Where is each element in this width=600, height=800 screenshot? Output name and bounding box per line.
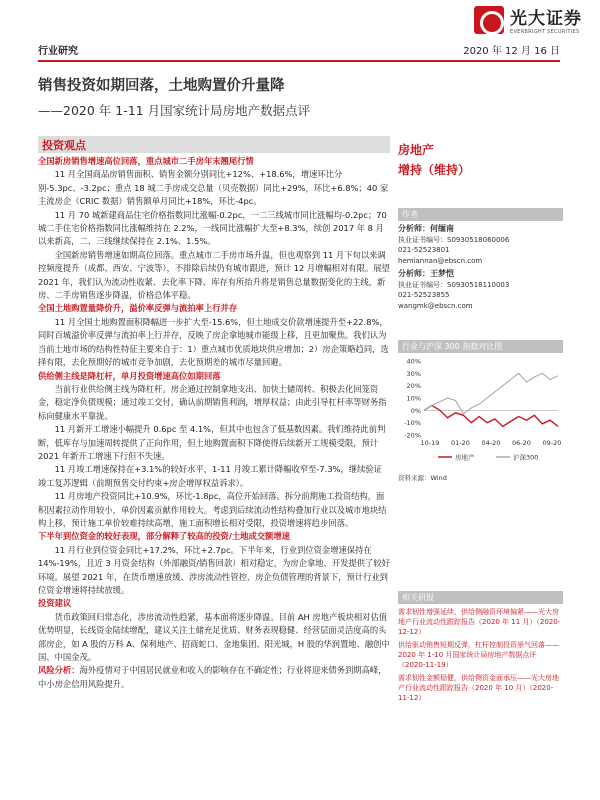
related-report-link[interactable]: 需求韧性增强延续，供给侧融资环境偏紧——光大房地产行业流动性跟踪报告（2020 年 11 月）（2020-12-12） bbox=[398, 608, 561, 636]
sidebar bbox=[398, 140, 563, 311]
section-label: 投资观点 bbox=[42, 138, 86, 152]
paragraph: 11 月 70 城新建商品住宅价格指数同比涨幅-0.2pc，一二三线城市同比涨幅均-0.2pc；70 城二手住宅价格指数同比涨幅维持在 2.2%，一线同比涨幅扩大至+8.3%，续创 2017 年 8 月以来新高，二、三线继续保持在 2.1%、1.5%。 bbox=[38, 209, 387, 247]
chart-bar: 行业与沪深 300 指数对比图 bbox=[398, 340, 563, 353]
legend-label: 沪深300 bbox=[513, 453, 539, 462]
author-bar: 作者 bbox=[398, 208, 563, 221]
paragraph: 11 月新开工增速小幅提升 0.6pc 至 4.1%，但其中也包含了低基数因素。我们维持此前判断，低库存与加速周转提供了正向作用，但土地购置面积下降使得后续新开工规模受限，预计 2021 年新开工增速下行但不失速。 bbox=[38, 424, 386, 461]
paragraph: 货币政策回归常态化，涉房流动性趋紧，基本面将逐步降温。目前 AH 房地产板块相对估值优势明显，长线资金陆续增配，建议关注土储充足优质、财务表现稳健、经营层面灵活度高的头部房企，如 A 股的万科 A、保利地产、招商蛇口、金地集团、阳光城，H 股的华润置地、融创中国、中国金茂。 bbox=[38, 611, 390, 663]
y-tick-label: 40% bbox=[406, 357, 421, 366]
x-tick-label: 10-19 bbox=[420, 439, 440, 447]
risk-paragraph bbox=[38, 664, 390, 691]
paragraph: 全国新房销售增速如期高位回落。重点城市二手房市场升温，但也观察到 11 月下旬以来调控频度提升（成都、西安、宁波等），不排除后续仍有城市跟进，预计 12 月增幅相对有限。展望 2021 年，我们认为流动性收紧、去化率下降、库存有所抬升将是销售总量数据变化的主线，新房、二手房销售逐步降温，价格总体平稳。 bbox=[38, 249, 390, 301]
paragraph: 当前行业供给侧主线为降杠杆。房企通过控制拿地支出、加快土储周转、积极去化回笼资金，稳定净负债规模；通过竣工交付，确认前期销售利润，增厚权益；由此引导杠杆率等财务指标向健康水平靠拢。 bbox=[38, 383, 387, 421]
rating: 增持（维持） bbox=[398, 163, 471, 177]
analyst-contact: hemiannan@ebscn.com bbox=[398, 256, 483, 265]
related-reports bbox=[398, 591, 563, 703]
main-body bbox=[38, 155, 390, 691]
brand-logo bbox=[474, 4, 582, 35]
section-heading: 全国新房销售增速高位回落，重点城市二手房年末翘尾行情 bbox=[38, 156, 254, 166]
paragraph: 11 月全国土地购置面积降幅进一步扩大至-15.6%，但土地成交价款增速提升至+22.8%，同时百城溢价率反弹与流拍率上行并存，反映了房企拿地城市能级上移，且更加聚焦。我们认为当前土地市场的结构性特征主要来自于：1）重点城市优质地块供应增加；2）房企策略趋同，选择有限，去化预期好的城市竞争加剧，去化预期差的城市尽量回避。 bbox=[38, 316, 389, 368]
analyst-contact: 021-52523855 bbox=[398, 291, 450, 299]
comparison-chart bbox=[398, 353, 563, 463]
report-header bbox=[38, 42, 560, 62]
related-report-link[interactable]: 需求韧性金额稳健，供给侧资金面承压——光大房地产行业流动性跟踪报告（2020 年 10 月）（2020-11-12） bbox=[398, 674, 559, 702]
report-title: 销售投资如期回落，土地购置价升量降 bbox=[38, 78, 285, 94]
risk-text: 海外疫情对于中国居民就业和收入的影响存在不确定性；行业将迎来债务到期高峰，中小房企信用风险提升。 bbox=[38, 665, 387, 689]
risk-label: 风险分析： bbox=[38, 665, 80, 676]
section-heading: 投资建议 bbox=[38, 598, 72, 609]
paragraph: 11 月全国商品房销售面积、销售金额分别同比+12%、+18.6%，增速环比分别-5.3pc、-3.2pc；重点 18 城二手房成交总量（贝壳数据）同比+29%，环比+6.8%；40 家主流房企（CRIC 数据）销售额单月同比+18%，环比-4pc。 bbox=[38, 169, 389, 207]
brand-name-en: EVERBRIGHT SECURITIES bbox=[510, 29, 580, 35]
analyst-contact: 021-52523801 bbox=[398, 246, 450, 254]
chart-section bbox=[398, 340, 563, 482]
analyst-name: 分析师：王梦恺 bbox=[398, 269, 454, 278]
x-tick-label: 01-20 bbox=[451, 439, 470, 447]
series-line-1 bbox=[424, 373, 558, 414]
report-date: 2020 年 12 月 16 日 bbox=[463, 46, 560, 57]
analyst-card bbox=[398, 269, 563, 311]
section-heading: 下半年到位资金的较好表现，部分解释了较高的投资/土地成交额增速 bbox=[38, 531, 290, 542]
y-tick-label: -10% bbox=[404, 419, 421, 428]
y-tick-label: 30% bbox=[406, 369, 421, 378]
y-tick-label: 0% bbox=[410, 406, 421, 415]
x-tick-label: 04-20 bbox=[481, 439, 501, 447]
section-heading: 全国土地购置量降价升，溢价率反弹与流拍率上行并存 bbox=[38, 303, 238, 314]
analyst-list bbox=[398, 224, 563, 311]
section-heading: 供给侧主线是降杠杆，单月投资增速高位如期回落 bbox=[38, 370, 221, 381]
analyst-card bbox=[398, 224, 563, 266]
sector-name: 房地产 bbox=[398, 143, 435, 157]
paragraph: 11 月行业到位资金同比+17.2%，环比+2.7pc。下半年来，行业到位资金增速保持在 14%-19%，且近 3 月资金结构（外部融资/销售回款）相对稳定，为房企拿地、开发提供了较好环境。展望 2021 年，在货币增速放缓、涉房流动性管控、房企负债管理的背景下，预计行业到位资金增速将持续放缓。 bbox=[38, 544, 390, 595]
report-category: 行业研究 bbox=[38, 46, 78, 57]
y-tick-label: 10% bbox=[406, 394, 421, 403]
x-tick-label: 06-20 bbox=[512, 439, 531, 447]
y-tick-label: 20% bbox=[406, 382, 421, 391]
chart-source: 资料来源：Wind bbox=[398, 474, 447, 482]
paragraph: 11 月竣工增速保持在+3.1%的较好水平，1-11 月竣工累计降幅收窄至-7.3%，继续验证竣工复苏逻辑（前期预售交付约束+房企增厚权益诉求）。 bbox=[38, 464, 382, 488]
analyst-contact: wangmk@ebscn.com bbox=[398, 301, 473, 310]
y-tick-label: -20% bbox=[404, 431, 421, 440]
section-header bbox=[38, 136, 390, 153]
analyst-contact: 执业证书编号：S0930518110003 bbox=[398, 280, 510, 289]
brand-mark-icon bbox=[474, 6, 504, 34]
legend-label: 房地产 bbox=[455, 453, 475, 462]
brand-name: 光大证券 bbox=[510, 9, 582, 29]
related-bar: 相关研报 bbox=[398, 591, 563, 604]
report-subtitle: ——2020 年 1-11 月国家统计局房地产数据点评 bbox=[38, 103, 311, 118]
analyst-name: 分析师：何缅南 bbox=[398, 224, 454, 233]
related-report-link[interactable]: 供给驱动销售短期反弹，杠杆控制投资景气回落——2020 年 1-10 月国家统计局房地产数据点评（2020-11-19） bbox=[398, 641, 559, 669]
x-tick-label: 09-20 bbox=[542, 439, 562, 447]
paragraph: 11 月房地产投资同比+10.9%，环比-1.8pc，高位开始回落。拆分前期施工投资结构，面积因素拉动作用较小，单价因素贡献作用较大。考虑到后续流动性结构叠加行业以及城市地块结构上移，预计施工单价较难持续高增，施工面积增长相对受限，投资增速将趋步回落。 bbox=[38, 491, 387, 528]
series-line-0 bbox=[424, 405, 558, 426]
analyst-contact: 执业证书编号：S0930518060006 bbox=[398, 235, 510, 244]
